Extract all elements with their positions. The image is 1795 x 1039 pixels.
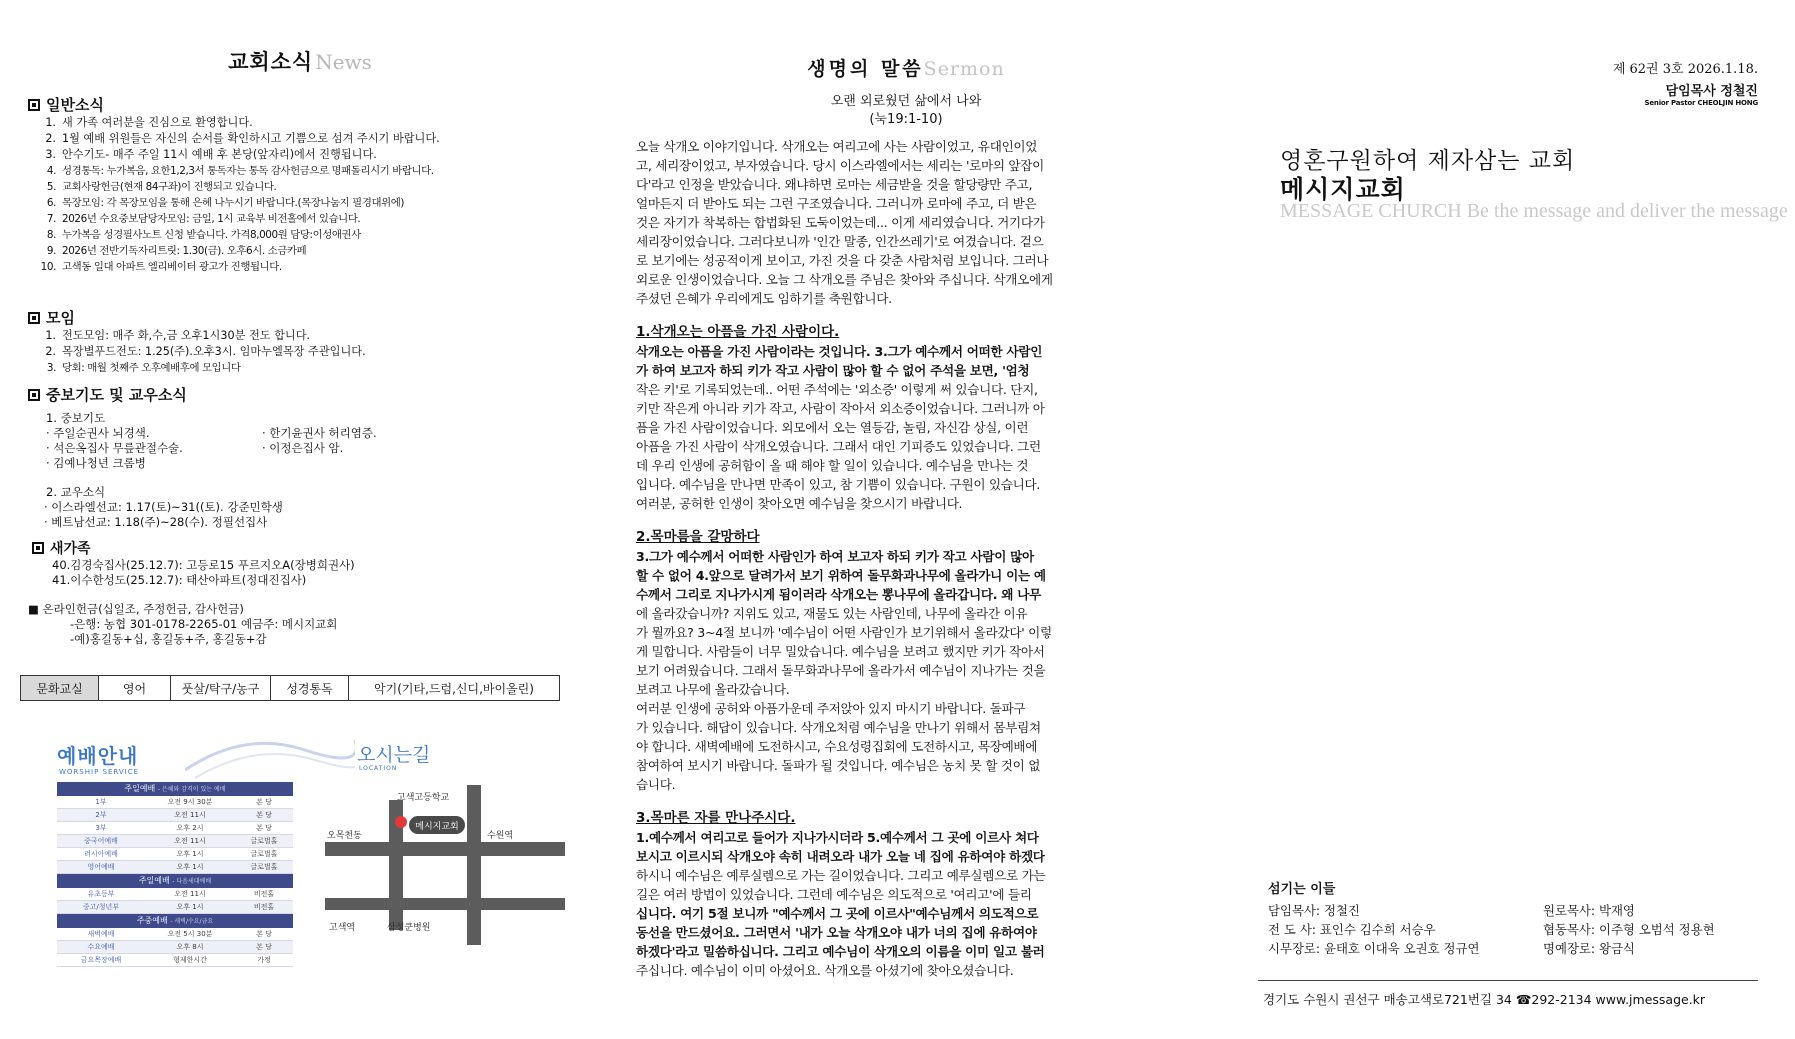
sermon-line: 픔을 가진 사람이었습니다. 외모에서 오는 열등감, 놀림, 자신감 상실, 이런 [636,420,1029,435]
location-subtitle: LOCATION [359,765,398,772]
prayer-heading: 중보기도 및 교우소식 [28,384,580,405]
sermon-line: 주십니다. 예수님이 이미 아셨어요. 삭개오를 아셨기에 찾아오셨습니다. [636,963,1014,978]
sermon-line: 주셨던 은혜가 우리에게도 임하기를 축원합니다. [636,291,892,306]
sermon-point-2: 2.목마름을 갈망하다 [636,529,760,545]
map-label-hospital: 삼성쿤병원 [387,923,431,933]
worship-cell: 오전 9시 30분 [167,798,213,806]
prayer-right [262,426,482,471]
sermon-line: 외로운 인생이었습니다. 오늘 그 삭개오를 주님은 찾아와 주십니다. 삭개오에게 [636,272,1053,287]
worship-cell: 가정 [257,956,271,964]
location-title: 오시는길 [357,744,431,766]
worship-cell: 3부 [95,824,107,832]
news-item-number: 1. [45,116,56,129]
news-item-number: 2. [45,132,56,145]
sermon-line: 삭개오는 아픔을 가진 사람이라는 것입니다. 3.그가 예수께서 어떠한 사람인 [636,344,1043,359]
map-pin-icon [395,816,407,828]
news-item-text: 안수기도- 매주 주일 11시 예배 후 본당(앞자리)에서 진행됩니다. [62,148,377,161]
news-item [38,131,580,147]
news-item-number: 5. [46,181,56,193]
location-map [325,780,565,980]
masthead-column [1258,0,1788,1039]
worship-row [57,928,293,941]
staff-grid [1268,901,1768,958]
news-item-text: 1월 예배 위원들은 자신의 순서를 확인하시고 기쁨으로 섬겨 주시기 바랍니다. [62,132,440,145]
senior-pastor-en: Senior Pastor CHEOLJIN HONG [1644,99,1758,107]
staff-entry: 담임목사: 정철진 [1268,903,1360,918]
worship-cell: 형제한시간 [173,956,207,964]
news-item [38,211,580,227]
news-item-text: 교회사랑헌금(현재 84구좌)이 진행되고 있습니다. [62,181,277,193]
worship-cell: 오후 1시 [176,850,204,858]
sermon-line: 보려고 나무에 올라갔습니다. [636,682,790,697]
prayer-section [20,384,580,530]
online-offering [28,602,580,647]
sermon-subject: 오랜 외로웠던 삶에서 나와 [830,94,982,109]
worship-row [57,901,293,914]
worship-cell: 금요목장예배 [80,956,122,964]
meeting-list [38,328,580,376]
sermon-line: 작은 키'로 기록되었는데.. 어떤 주석에는 '외소증' 이렇게 써 있습니다. 단지, [636,382,1038,397]
worship-cell: 글로벌홀 [250,837,278,845]
tab-bible-reading[interactable]: 성경통독 [271,676,349,700]
worship-cell: 본 당 [256,798,272,806]
worship-row [57,822,293,835]
worship-cell: 중고/청년부 [82,903,120,911]
new-family-item: 41.이수한성도(25.12.7): 태산아파트(정대진집사) [52,573,307,587]
program-tabs [20,675,560,701]
news-item-number: 10. [40,261,56,273]
news-item-number: 4. [46,165,56,177]
prayer-item: · 김예나청년 크롬병 [46,456,146,470]
sermon-line: 수께서 그리로 지나가시게 됨이러라 삭개오는 뽕나무에 올라갑니다. 왜 나무 [636,587,1041,602]
worship-cell: 본 당 [256,943,272,951]
sermon-point-3: 3.목마른 자를 만나주시다. [636,810,796,826]
tab-instruments[interactable]: 악기(기타,드럼,신디,바이올린) [374,681,534,696]
sermon-line: 고, 세리장이었고, 부자였습니다. 당시 이스라엘에서는 세리는 '로마의 앞잡이 [636,158,1045,173]
worship-cell: 중국어예배 [84,837,118,845]
worship-row [57,835,293,848]
general-news-list [38,115,580,275]
meeting-item-number: 3. [46,362,56,374]
mission-item: · 이스라엘선교: 1.17(토)~31((토). 강준민학생 [44,500,283,514]
members-news-subheading: 2. 교우소식 [46,485,106,499]
staff-entry: 명예장로: 왕금식 [1543,941,1635,956]
worship-cell: 영어예배 [87,863,115,871]
worship-cell: 새벽예배 [87,930,115,938]
news-item-number: 3. [45,148,56,161]
worship-cell: 글로벌홀 [250,863,278,871]
news-item-text: 2026년 수요중보담당자모임: 금일, 1시 교육부 비전홀에서 있습니다. [62,213,361,225]
staff-entry: 협동목사: 이주형 오범석 정용현 [1543,922,1715,937]
tab-sports[interactable]: 풋살/탁구/농구 [171,676,271,700]
bank-account: -은행: 농협 301-0178-2265-01 예금주: 메시지교회 [70,617,338,631]
news-item [38,227,580,243]
worship-cell: 비전홀 [253,890,275,898]
new-family-section [32,538,580,588]
news-item-text: 새 가족 여러분을 진심으로 환영합니다. [62,116,253,129]
tab-english[interactable]: 영어 [99,676,171,700]
worship-row [57,954,293,967]
worship-rows [57,888,293,914]
meeting-item-text: 목장별푸드전도: 1.25(주).오후3시. 임마누엘목장 주관입니다. [62,345,366,358]
sermon-line: 여러분 인생에 공허와 아픔가운데 주저앉아 있지 마시기 바랍니다. 돌파구 [636,701,1026,716]
worship-row [57,796,293,809]
news-item-number: 6. [46,197,56,209]
square-bullet-icon [32,542,44,554]
staff-section [1268,880,1768,958]
worship-cell: 본 당 [256,824,272,832]
meeting-item [38,328,580,344]
sermon-line: 가 있습니다. 해답이 있습니다. 삭개오처럼 예수님을 만나기 위해서 몸부림쳐 [636,720,1041,735]
sermon-line: 길은 여러 방법이 있었습니다. 그런데 예수님은 의도적으로 '여리고'에 들리 [636,887,1032,902]
sermon-point-1: 1.삭개오는 아픔을 가진 사람이다. [636,324,840,340]
news-item [38,195,580,211]
map-label-school: 고색고등학교 [397,793,450,803]
worship-section-note: - 새벽/수요/금요 [170,918,214,925]
map-road [325,898,565,910]
worship-info [35,730,565,980]
worship-cell: 오후 2시 [176,824,204,832]
worship-section-title: 주중예배 [136,916,168,925]
sermon-line: 가 뭘까요? 3~4절 보니까 '예수님이 어떤 사람인가 보기위해서 올라갔다' 이렇 [636,625,1052,640]
news-item-number: 8. [46,229,56,241]
news-item-number: 7. [46,213,56,225]
prayer-item: · 한기윤권사 허리염증. [262,426,377,440]
worship-section-title: 주일예배 [138,876,170,885]
sermon-line: 에 올라갔습니까? 지위도 있고, 재물도 있는 사람인데, 나무에 올라간 이유 [636,606,1028,621]
prayer-subheading: 1. 중보기도 [46,411,106,425]
offering-example: -예)홍길동+십, 홍길동+주, 홍길동+감 [70,632,267,646]
meeting-item [38,360,580,376]
sermon-line: 3.그가 예수께서 어떠한 사람인가 하여 보고자 하되 키가 작고 사람이 많아 [636,549,1034,564]
church-address: 경기도 수원시 권선구 매송고색로721번길 34 ☎292-2134 www.jmessage.kr [1263,992,1706,1007]
senior-pastor: 담임목사 정철진 [1665,84,1758,99]
sermon-line: 하겠다'라고 밀씀하십니다. 그리고 예수님이 삭개오의 이름을 이미 일고 불러 [636,944,1045,959]
square-bullet-icon [28,389,40,401]
worship-cell: 유초등부 [87,890,115,898]
staff-entry: 전 도 사: 표인수 김수희 서승우 [1268,922,1436,937]
sermon-column [636,0,1176,1039]
worship-section-title: 주일예배 [124,784,156,793]
sermon-paragraph-2 [636,547,1176,794]
sermon-line: 데 우리 인생에 공허함이 올 때 해야 할 일이 있습니다. 예수님을 만나는 것 [636,458,1029,473]
new-family-item: 40.김경숙집사(25.12.7): 고등로15 푸르지오A(장병희권사) [52,558,355,572]
news-item [38,115,580,131]
worship-section-band [57,914,293,928]
sermon-line: 1.예수께서 여리고로 들어가 지나가시더라 5.예수께서 그 곳에 이르사 쳐다 [636,830,1039,845]
worship-section-band [57,782,293,796]
meeting-item-text: 전도모임: 매주 화,수,금 오후1시30분 전도 합니다. [62,329,311,342]
footer-divider [1258,980,1758,981]
sermon-line: 보기 어려웠습니다. 그래서 돌무화과나무에 올라가서 예수님이 지나가는 것을 [636,663,1046,678]
worship-cell: 본 당 [256,811,272,819]
sermon-reference: (눅19:1-10) [869,112,943,127]
tab-culture-class[interactable]: 문화교실 [21,676,99,700]
church-name: 메시지교회 [1280,175,1406,204]
worship-section-note: - 은혜와 감격이 있는 예배 [157,786,226,793]
worship-section-note: - 다음세대예배 [172,878,212,885]
sermon-line: 야 합니다. 새벽예배에 도전하시고, 수요성령집회에 도전하시고, 목장예배에 [636,739,1038,754]
general-news-section [20,94,580,275]
news-item-number: 9. [46,245,56,257]
meeting-item [38,344,580,360]
sermon-line: 키만 작은게 아니라 키가 작고, 사람이 작아서 외소증이었습니다. 그러니까 아 [636,401,1045,416]
news-item-text: 고색동 일대 아파트 엘리베이터 광고가 진행됩니다. [62,261,282,273]
meeting-section [20,307,580,376]
new-family-heading: 새가족 [32,538,580,558]
sermon-line: 입니다. 예수님을 만나면 만족이 있고, 참 기쁨이 있습니다. 구원이 있습니다. [636,477,1041,492]
worship-cell: 글로벌홀 [250,850,278,858]
meeting-item-text: 당회: 매월 첫째주 오후예배후에 모입니다 [62,362,241,374]
worship-cell: 1부 [95,798,107,806]
worship-table [57,782,293,967]
worship-cell: 수요예배 [87,943,115,951]
prayer-list [46,426,580,471]
sermon-paragraph-3 [636,828,1176,980]
issue-number: 제 62권 3호 2026.1.18. [1612,62,1758,77]
square-bullet-icon [28,99,40,111]
map-label-station: 고색역 [329,923,356,933]
sermon-paragraph-1 [636,342,1176,513]
worship-row [57,888,293,901]
sermon-line: 습니다. [636,777,676,792]
worship-cell: 비전홀 [253,903,275,911]
staff-entry: 원로목사: 박재영 [1543,903,1635,918]
sermon-line: 아픔을 가진 사람이 삭개오였습니다. 그래서 대인 기피증도 있었습니다. 그런 [636,439,1041,454]
sermon-line: 다'라고 인정을 받았습니다. 왜냐하면 로마는 세금받을 것을 할당량만 주고, [636,177,1033,192]
worship-row [57,848,293,861]
news-item [38,163,580,179]
news-item-text: 성경통독: 누가복음, 요한1,2,3서 통독자는 통독 감사헌금으로 명패돌리시기 바랍니다. [62,165,434,177]
sermon-line: 얼마든지 더 받아도 되는 그런 구조였습니다. 그러니까 로마에 주고, 더 받은 [636,196,1037,211]
news-item [38,147,580,163]
map-road [325,842,565,856]
map-label-church: 메시지교회 [415,822,459,832]
map-label-east: 수원역 [487,831,514,841]
sermon-line: 십니다. 여기 5절 보니까 "예수께서 그 곳에 이르사"예수님께서 의도적으로 [636,906,1039,921]
news-title: 교회소식 News [228,50,372,74]
news-item [38,243,580,259]
news-item-text: 누가복음 성경필사노트 신청 받습니다. 가격8,000원 담당:이성애권사 [62,229,361,241]
mission-item: · 베트남선교: 1.18(주)~28(수). 정필선집사 [44,515,268,529]
meeting-item-number: 2. [45,345,56,358]
prayer-item: · 석은옥집사 무릎관절수술. [46,441,183,455]
sermon-line: 것은 자기가 착복하는 합법화된 도둑이었는데... 이게 세리였습니다. 거기다가 [636,215,1045,230]
sermon-line: 보시고 이르시되 삭개오야 속히 내려오라 내가 오늘 네 집에 유하여야 하겠다 [636,849,1045,864]
news-item [38,259,580,275]
worship-cell: 오전 11시 [174,837,206,845]
sermon-line: 하시니 예수님은 예루실렘으로 가는 길이었습니다. 그리고 예루실렘으로 가는 [636,868,1046,883]
worship-cell: 오전 11시 [174,811,206,819]
sermon-line: 가 하여 보고자 하되 키가 작고 사람이 많아 할 수 없어 주석을 보면, '엄청 [636,363,1030,378]
worship-title: 예배안내 [57,744,139,768]
staff-title: 섬기는 이들 [1268,882,1336,897]
staff-entry: 시무장로: 윤태호 이대욱 오권호 정규연 [1268,941,1480,956]
worship-row [57,941,293,954]
news-item [38,179,580,195]
sermon-line: 세리장이었습니다. 그러다보니까 '인간 말종, 인간쓰레기'로 여겼습니다. 겉으 [636,234,1044,249]
square-bullet-icon [28,312,40,324]
news-item-text: 2026년 전반기독자리트릿: 1.30(금). 오후6시. 소금카페 [62,245,307,257]
worship-rows [57,796,293,874]
worship-cell: 2부 [95,811,107,819]
worship-row [57,861,293,874]
sermon-header: 생명의 말씀 Sermon [807,58,1005,80]
church-slogan: 영혼구원하여 제자삼는 교회 [1280,148,1576,174]
church-name-en: MESSAGE CHURCH Be the message and deliver the message [1280,200,1788,222]
worship-section-band [57,874,293,888]
map-road [467,785,481,945]
worship-cell: 오후 1시 [176,903,204,911]
online-offering-label: ■ 온라인헌금(십일조, 주정헌금, 감사헌금) [28,602,244,616]
sermon-line: 동선을 만드셨어요. 그러면서 '내가 오늘 삭개오야 내가 너의 집에 유하여야 [636,925,1037,940]
worship-rows [57,928,293,967]
news-item-text: 목장모임: 각 목장모임을 통해 은혜 나누시기 바랍니다.(목장나눔지 필경대위에) [62,197,405,209]
sermon-line: 참여하여 보시기 바랍니다. 돌파가 될 것입니다. 예수님은 농치 못 할 것이 없 [636,758,1041,773]
general-news-heading: 일반소식 [28,94,580,115]
prayer-item: · 주일순권사 뇌경색. [46,426,150,440]
sermon-line: 로 보기에는 성공적이게 보이고, 가진 것을 다 갖춘 사람처럼 보입니다. 그러나 [636,253,1049,268]
worship-cell: 오전 11시 [174,890,206,898]
worship-row [57,809,293,822]
worship-cell: 오후 1시 [176,863,204,871]
prayer-item: · 이정은집사 암. [262,441,344,455]
worship-subtitle: WORSHIP SERVICE [59,768,140,776]
map-label-west: 오목천동 [327,831,362,841]
worship-cell: 본 당 [256,930,272,938]
worship-cell: 러시아예배 [84,850,118,858]
meeting-heading: 모임 [28,307,580,328]
sermon-line: 할 수 없어 4.앞으로 달려가서 보기 위하여 돌무화과나무에 올라가니 이는 예 [636,568,1046,583]
worship-cell: 오후 8시 [176,943,204,951]
sermon-line: 게 밀합니다. 사람들이 너무 밀았습니다. 예수님을 보려고 했지만 키가 작아서 [636,644,1045,659]
meeting-item-number: 1. [45,329,56,342]
sermon-intro [636,137,1176,308]
sermon-line: 여러분, 공허한 인생이 찾아오면 예수님을 찾으시기 바랍니다. [636,496,963,511]
sermon-line: 오늘 삭개오 이야기입니다. 삭개오는 여리고에 사는 사람이었고, 유대인이었 [636,139,1038,154]
worship-cell: 오전 5시 30분 [167,930,213,938]
prayer-left [46,426,262,471]
